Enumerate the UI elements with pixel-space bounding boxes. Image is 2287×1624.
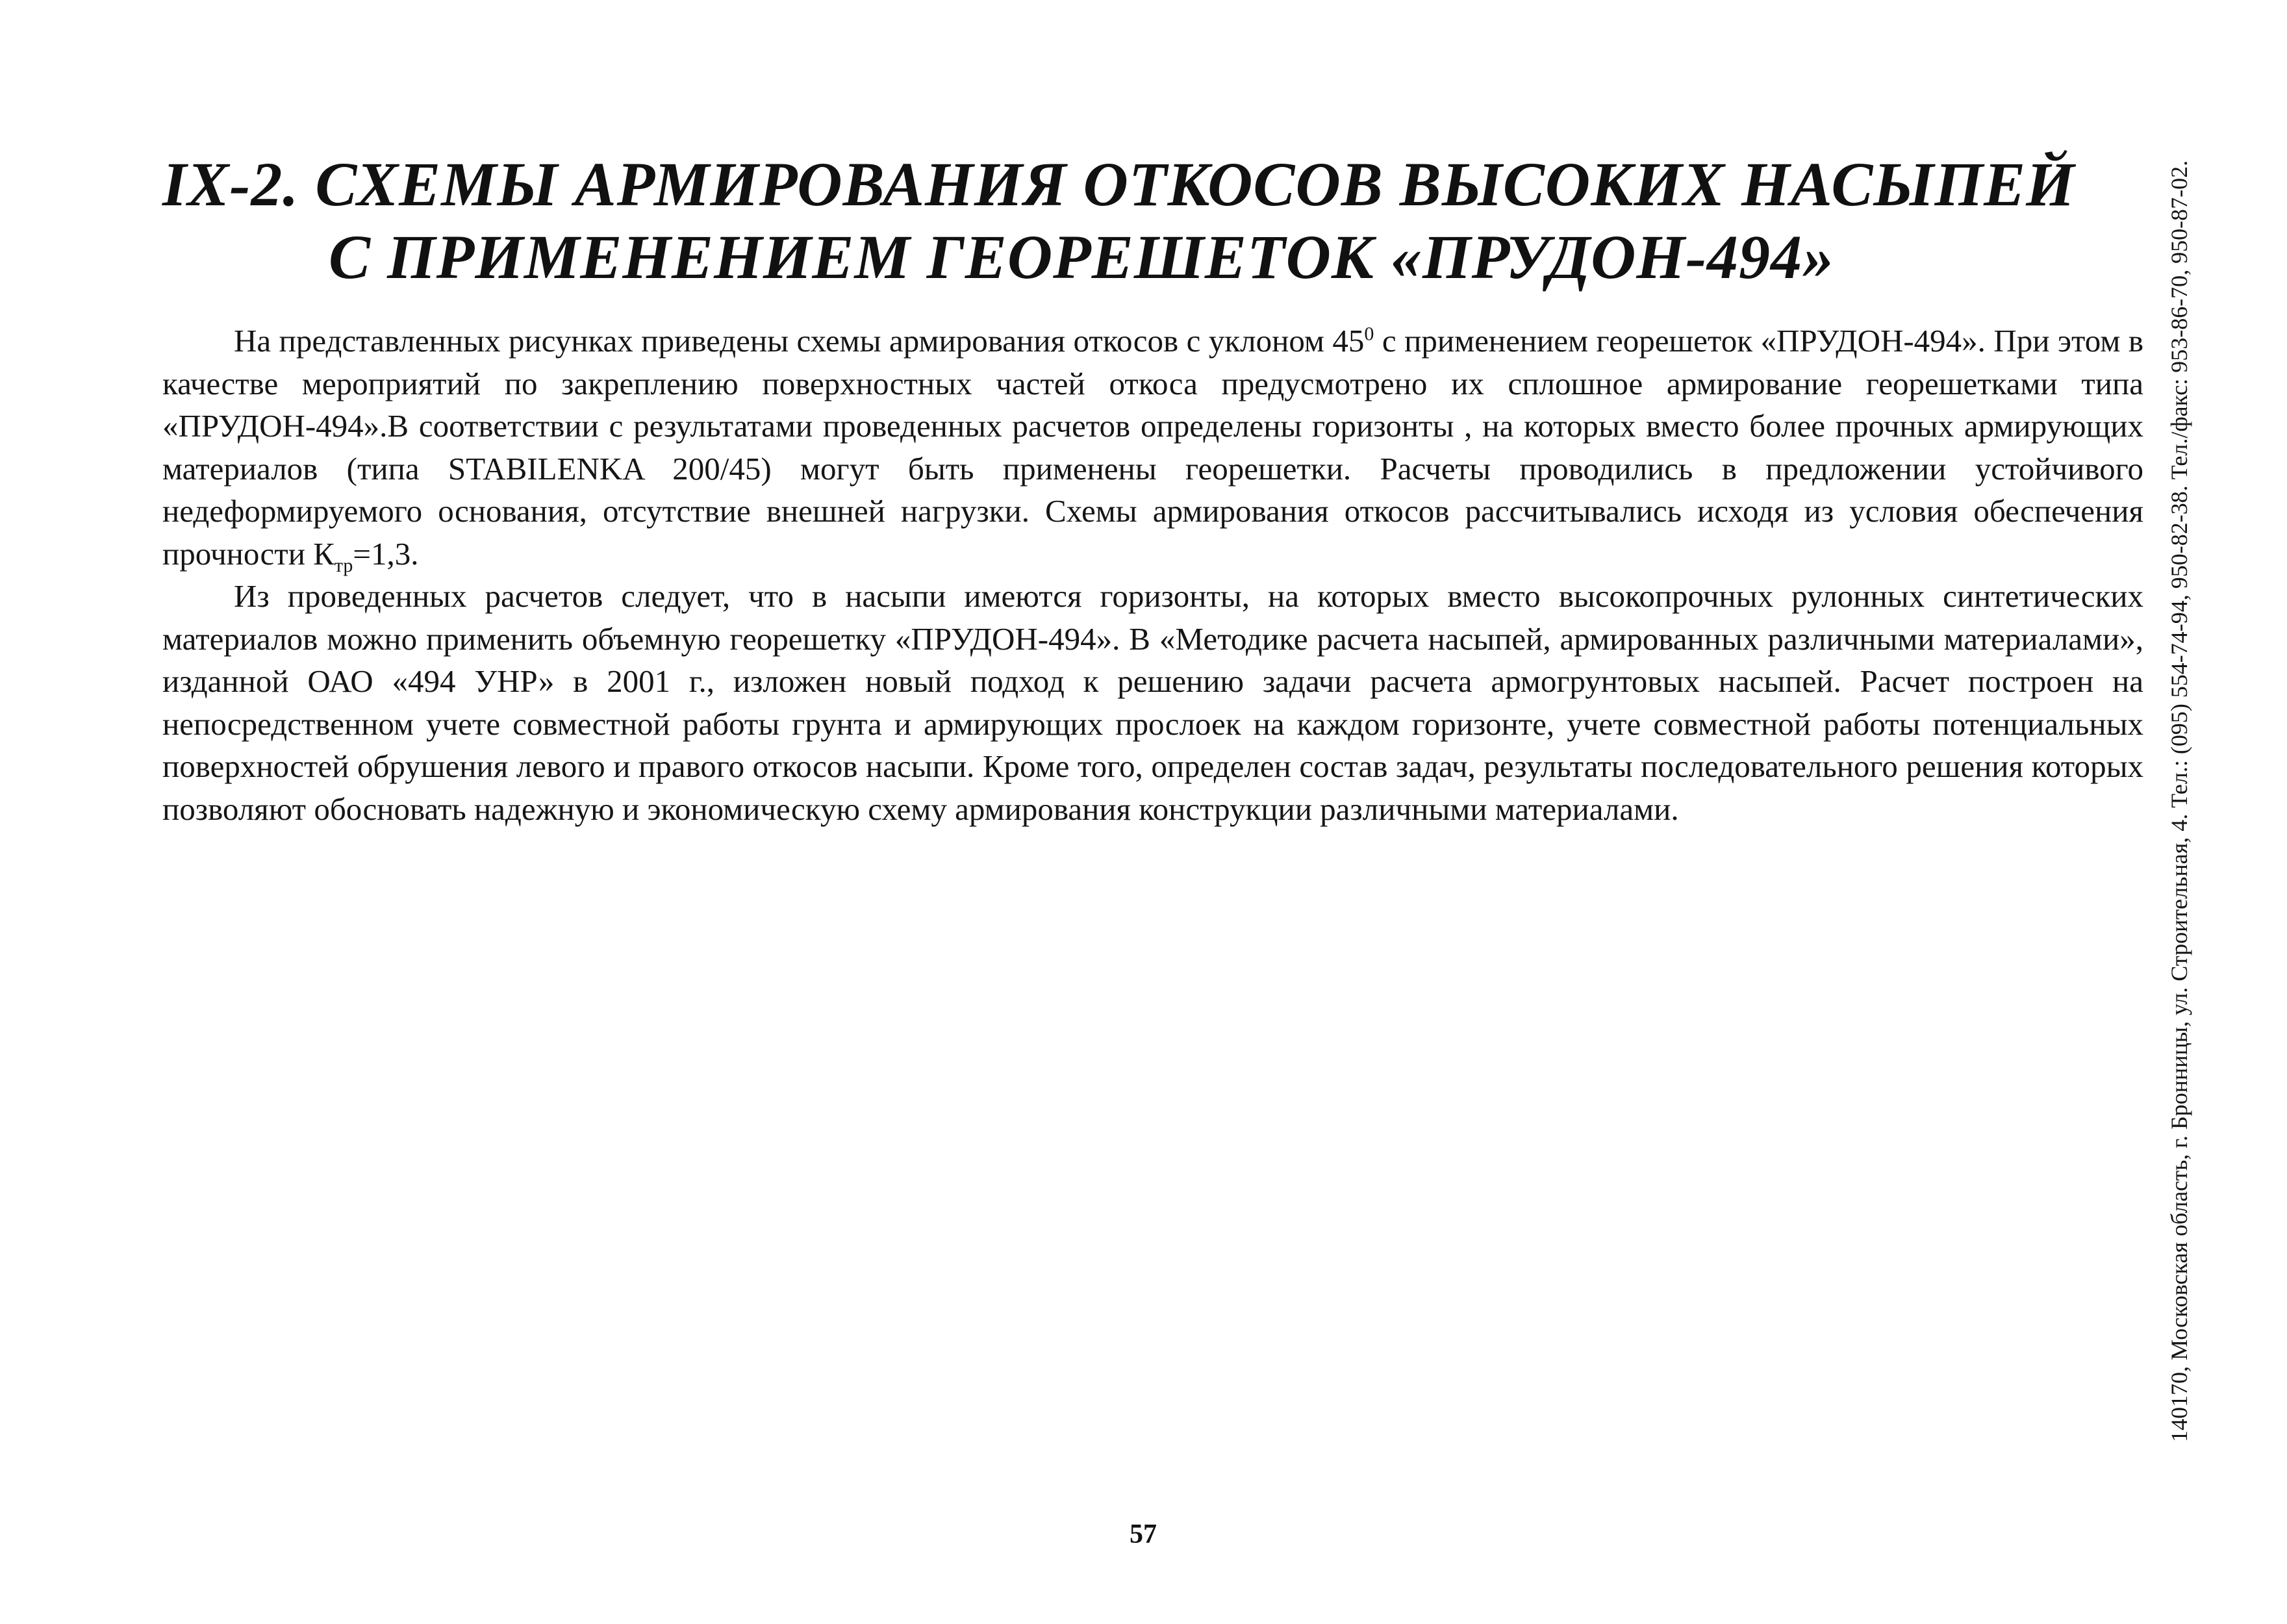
title-line-2: С ПРИМЕНЕНИЕМ ГЕОРЕШЕТОК «ПРУДОН-494» bbox=[328, 222, 1835, 292]
coefficient-subscript: тр bbox=[334, 554, 353, 576]
paragraph-2: Из проведенных расчетов следует, что в насыпи имеются горизонты, на которых вместо высокопрочных рулонных синтетических материалов можно применить объемную георешетку «ПРУДОН-494». В «Методике расчета насыпей, армированных различными материалами», изданной ОАО «494 УНР» в 2001 г., изложен новый подход к решению задачи расчета армогрунтовых насыпей. Расчет построен на непосредственном учете совместной работы грунта и армирующих прослоек на каждом горизонте, учете совместной работы потенциальных поверхностей обрушения левого и правого откосов насыпи. Кроме того, определен состав задач, результаты последовательного решения которых позволяют обосновать надежную и экономическую схему армирования конструкции различными материалами. bbox=[162, 578, 2143, 827]
body-text bbox=[162, 320, 2143, 830]
paragraph-1-part-3: =1,3. bbox=[353, 535, 419, 572]
page-title bbox=[162, 148, 2075, 294]
paragraph-1 bbox=[162, 320, 2143, 575]
title-line-1: IX-2. СХЕМЫ АРМИРОВАНИЯ ОТКОСОВ ВЫСОКИХ НАСЫПЕЙ bbox=[162, 149, 2075, 219]
paragraph-1-part-1: На представленных рисунках приведены схемы армирования откосов с уклоном 45 bbox=[234, 323, 1365, 359]
side-address: 140170, Московская область, г. Бронницы, ул. Строительная, 4. Тел.: (095) 554-74-94, 950-82-38. Тел./факс: 953-86-70, 950-87-02. bbox=[2166, 160, 2192, 1442]
paragraph-1-part-2: с применением георешеток «ПРУДОН-494». При этом в качестве мероприятий по закреплению поверхностных частей откоса предусмотрено их сплошное армирование георешетками типа «ПРУДОН-494».В соответствии с результатами проведенных расчетов определены горизонты , на которых вместо более прочных армирующих материалов (типа STABILENKA 200/45) могут быть применены георешетки. Расчеты проводились в предложении устойчивого недеформируемого основания, отсутствие внешней нагрузки. Схемы армирования откосов рассчитывались исходя из условия обеспечения прочности К bbox=[162, 323, 2143, 572]
degree-superscript: 0 bbox=[1364, 323, 1374, 345]
page-number: 57 bbox=[1130, 1519, 1157, 1549]
